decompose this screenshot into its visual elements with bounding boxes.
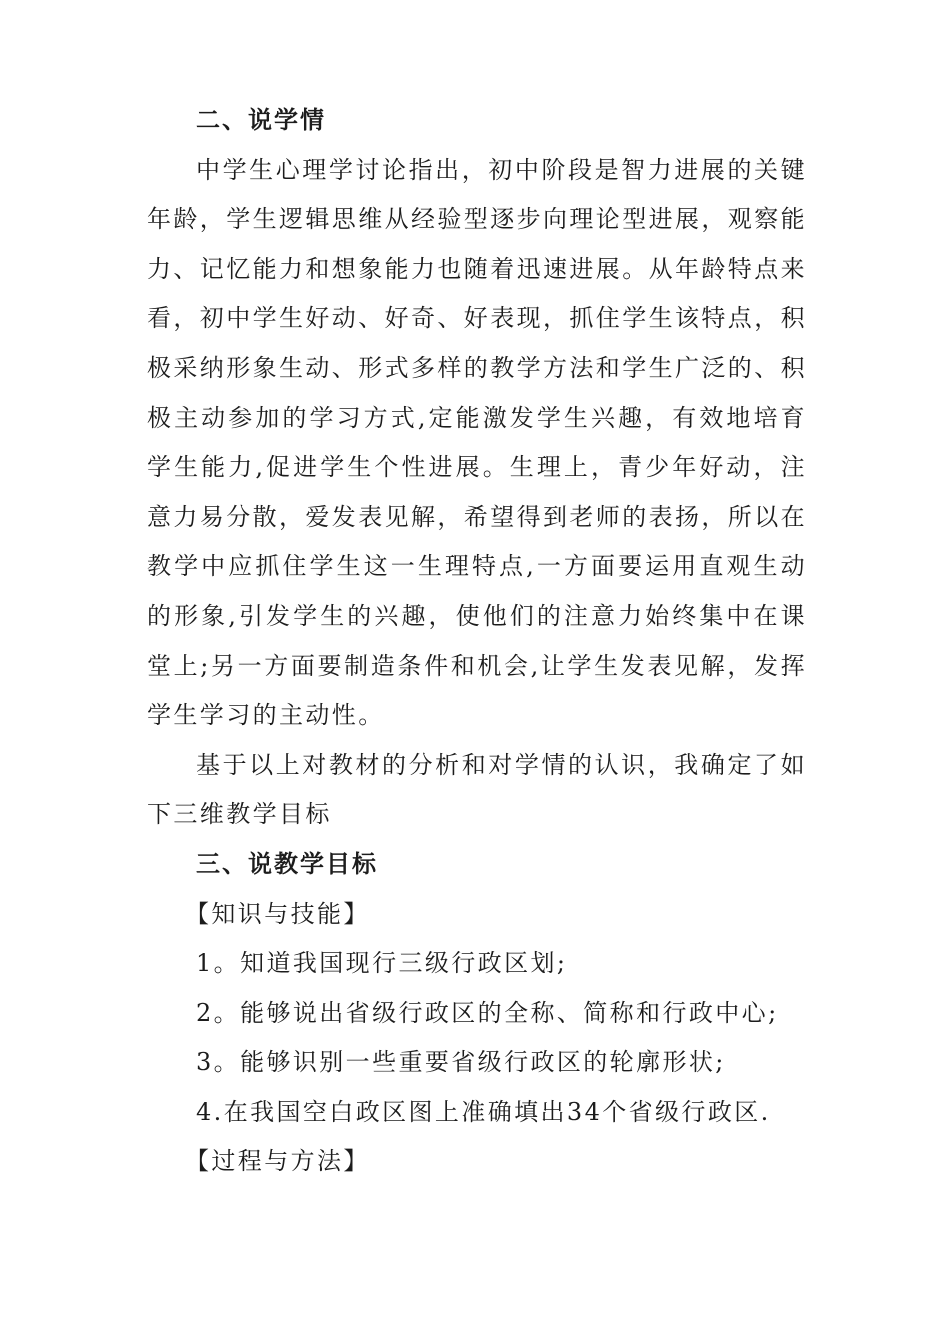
section-heading-learner-analysis: 二、说学情 — [196, 106, 326, 134]
objective-item: 1。知道我国现行三级行政区划; — [196, 949, 568, 978]
paragraph-objectives-intro: 基于以上对教材的分析和对学情的认识，我确定了如下三维教学目标 — [147, 750, 807, 829]
subheading-process-methods: 【过程与方法】 — [185, 1147, 370, 1176]
paragraph-learner-analysis: 中学生心理学讨论指出，初中阶段是智力进展的关键年龄，学生逻辑思维从经验型逐步向理论型进展，观察能力、记忆能力和想象能力也随着迅速进展。从年龄特点来看，初中学生好动、好奇、好表现，抓住学生该特点，积极采纳形象生动、形式多样的教学方法和学生广泛的、积极主动参加的学习方式,定能激发学生兴趣，有效地培育学生能力,促进学生个性进展。生理上，青少年好动，注意力易分散，爱发表见解，希望得到老师的表扬，所以在教学中应抓住学生这一生理特点,一方面要运用直观生动的形象,引发学生的兴趣，使他们的注意力始终集中在课堂上;另一方面要制造条件和机会,让学生发表见解，发挥学生学习的主动性。 — [147, 155, 807, 730]
subheading-knowledge-skills: 【知识与技能】 — [185, 899, 370, 928]
document-body — [147, 96, 807, 1187]
section-heading-teaching-objectives: 三、说教学目标 — [196, 849, 378, 878]
objective-item: 3。能够识别一些重要省级行政区的轮廓形状; — [196, 1048, 726, 1077]
objective-item: 2。能够说出省级行政区的全称、简称和行政中心; — [196, 998, 779, 1027]
objective-item: 4.在我国空白政区图上准确填出34个省级行政区. — [196, 1097, 771, 1126]
